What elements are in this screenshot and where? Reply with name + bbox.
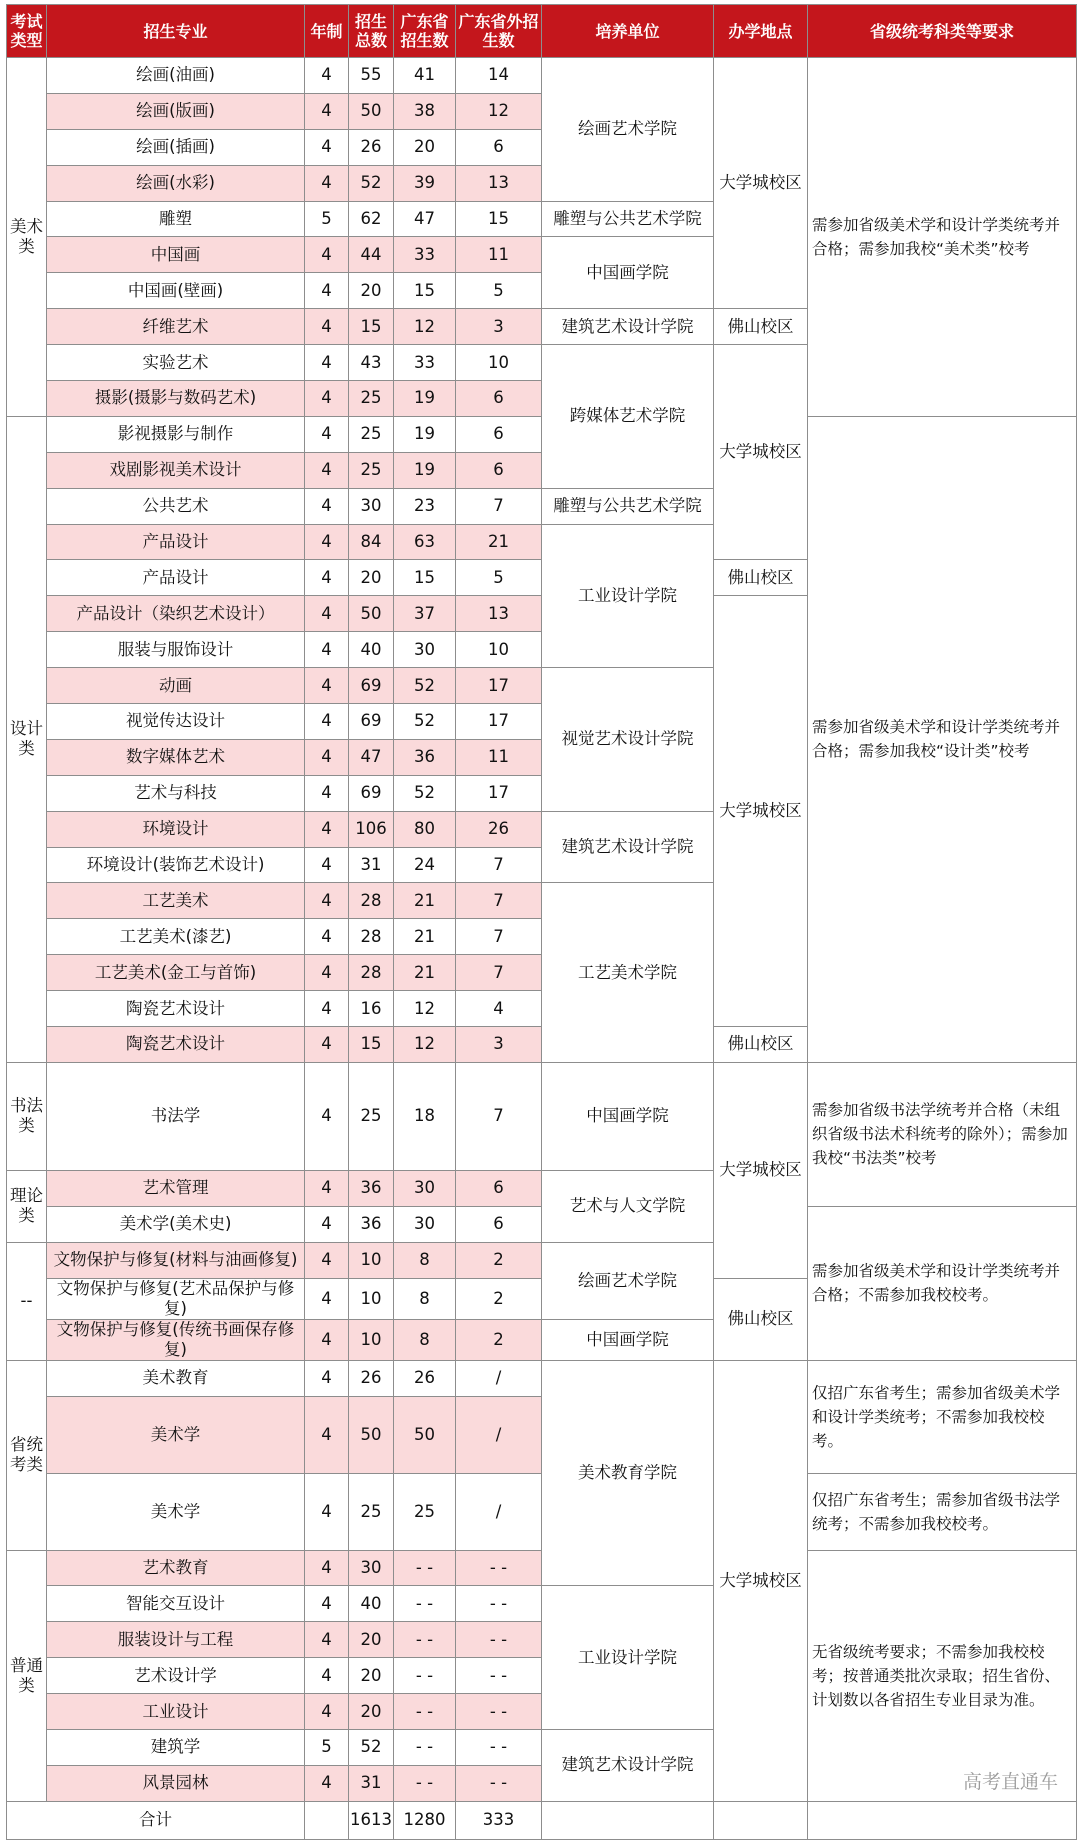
outside-count-cell: 11	[456, 739, 542, 775]
total-count-cell: 106	[349, 811, 394, 847]
major-cell: 中国画	[47, 237, 305, 273]
years-cell: 4	[305, 955, 349, 991]
header-cell: 广东省外招生数	[456, 5, 542, 58]
total-unit-cell	[542, 1801, 714, 1839]
outside-count-cell: 13	[456, 596, 542, 632]
category-cell: 理论类	[7, 1170, 47, 1242]
location-cell: 佛山校区	[714, 1027, 808, 1063]
guangdong-count-cell: 52	[394, 668, 456, 704]
guangdong-count-cell: - -	[394, 1550, 456, 1586]
guangdong-count-cell: 41	[394, 58, 456, 94]
major-cell: 产品设计（染织艺术设计）	[47, 596, 305, 632]
years-cell: 4	[305, 1550, 349, 1586]
years-cell: 4	[305, 416, 349, 452]
total-count-cell: 25	[349, 381, 394, 417]
guangdong-count-cell: 30	[394, 1170, 456, 1206]
training-unit-cell: 美术教育学院	[542, 1360, 714, 1586]
total-outside-cell: 333	[456, 1801, 542, 1839]
guangdong-count-cell: 25	[394, 1473, 456, 1550]
major-cell: 中国画(壁画)	[47, 273, 305, 309]
years-cell: 4	[305, 811, 349, 847]
years-cell: 5	[305, 201, 349, 237]
total-count-cell: 40	[349, 632, 394, 668]
years-cell: 4	[305, 596, 349, 632]
outside-count-cell: 3	[456, 309, 542, 345]
guangdong-count-cell: 30	[394, 632, 456, 668]
total-count-cell: 50	[349, 1396, 394, 1473]
outside-count-cell: - -	[456, 1694, 542, 1730]
enrollment-table	[6, 4, 1077, 1840]
outside-count-cell: 26	[456, 811, 542, 847]
guangdong-count-cell: 19	[394, 452, 456, 488]
major-cell: 艺术教育	[47, 1550, 305, 1586]
outside-count-cell: 7	[456, 919, 542, 955]
guangdong-count-cell: - -	[394, 1694, 456, 1730]
outside-count-cell: 17	[456, 668, 542, 704]
major-cell: 文物保护与修复(艺术品保护与修复)	[47, 1278, 305, 1319]
training-unit-cell: 视觉艺术设计学院	[542, 668, 714, 812]
total-count-cell: 31	[349, 1765, 394, 1801]
outside-count-cell: 12	[456, 93, 542, 129]
guangdong-count-cell: - -	[394, 1658, 456, 1694]
total-count-cell: 52	[349, 165, 394, 201]
requirement-cell: 仅招广东省考生；需参加省级书法学统考；不需参加我校校考。	[808, 1473, 1077, 1550]
outside-count-cell: 2	[456, 1278, 542, 1319]
major-cell: 陶瓷艺术设计	[47, 991, 305, 1027]
total-count-cell: 26	[349, 1360, 394, 1396]
header-cell: 办学地点	[714, 5, 808, 58]
outside-count-cell: 7	[456, 955, 542, 991]
years-cell: 4	[305, 1062, 349, 1170]
guangdong-count-cell: 21	[394, 955, 456, 991]
training-unit-cell: 雕塑与公共艺术学院	[542, 488, 714, 524]
guangdong-count-cell: 8	[394, 1278, 456, 1319]
outside-count-cell: - -	[456, 1550, 542, 1586]
guangdong-count-cell: 50	[394, 1396, 456, 1473]
training-unit-cell: 工业设计学院	[542, 524, 714, 668]
years-cell: 4	[305, 345, 349, 381]
major-cell: 动画	[47, 668, 305, 704]
guangdong-count-cell: 47	[394, 201, 456, 237]
years-cell: 4	[305, 1206, 349, 1242]
major-cell: 文物保护与修复(传统书画保存修复)	[47, 1319, 305, 1360]
guangdong-count-cell: 12	[394, 1027, 456, 1063]
major-cell: 视觉传达设计	[47, 704, 305, 740]
guangdong-count-cell: 36	[394, 739, 456, 775]
major-cell: 艺术管理	[47, 1170, 305, 1206]
location-cell: 大学城校区	[714, 58, 808, 309]
location-cell: 大学城校区	[714, 1062, 808, 1278]
total-label: 合计	[7, 1801, 305, 1839]
watermark: 高考直通车	[962, 1771, 1058, 1793]
training-unit-cell: 中国画学院	[542, 1062, 714, 1170]
years-cell: 4	[305, 1694, 349, 1730]
total-count-cell: 52	[349, 1729, 394, 1765]
total-count-cell: 26	[349, 129, 394, 165]
location-cell: 大学城校区	[714, 345, 808, 560]
guangdong-count-cell: 19	[394, 416, 456, 452]
years-cell: 4	[305, 1765, 349, 1801]
outside-count-cell: 6	[456, 381, 542, 417]
total-count-cell: 20	[349, 273, 394, 309]
years-cell: 5	[305, 1729, 349, 1765]
category-cell: 普通类	[7, 1550, 47, 1801]
guangdong-count-cell: 63	[394, 524, 456, 560]
requirement-cell: 需参加省级美术学和设计学类统考并合格；不需参加我校校考。	[808, 1206, 1077, 1360]
outside-count-cell: - -	[456, 1765, 542, 1801]
outside-count-cell: /	[456, 1473, 542, 1550]
outside-count-cell: 5	[456, 560, 542, 596]
guangdong-count-cell: 33	[394, 237, 456, 273]
total-count-cell: 28	[349, 919, 394, 955]
major-cell: 产品设计	[47, 560, 305, 596]
category-cell: 美术类	[7, 58, 47, 417]
years-cell: 4	[305, 1319, 349, 1360]
guangdong-count-cell: 8	[394, 1319, 456, 1360]
total-guangdong-cell: 1280	[394, 1801, 456, 1839]
outside-count-cell: 17	[456, 775, 542, 811]
guangdong-count-cell: - -	[394, 1622, 456, 1658]
total-count-cell: 25	[349, 1473, 394, 1550]
years-cell: 4	[305, 1278, 349, 1319]
training-unit-cell: 艺术与人文学院	[542, 1170, 714, 1242]
total-count-cell: 30	[349, 1550, 394, 1586]
training-unit-cell: 中国画学院	[542, 1319, 714, 1360]
major-cell: 陶瓷艺术设计	[47, 1027, 305, 1063]
requirement-cell: 需参加省级美术学和设计学类统考并合格；需参加我校“设计类”校考	[808, 416, 1077, 1062]
major-cell: 绘画(版画)	[47, 93, 305, 129]
major-cell: 摄影(摄影与数码艺术)	[47, 381, 305, 417]
guangdong-count-cell: - -	[394, 1586, 456, 1622]
major-cell: 美术学	[47, 1396, 305, 1473]
total-sum-cell: 1613	[349, 1801, 394, 1839]
guangdong-count-cell: 80	[394, 811, 456, 847]
location-cell: 佛山校区	[714, 560, 808, 596]
table-row	[7, 1062, 1077, 1170]
location-cell: 佛山校区	[714, 309, 808, 345]
major-cell: 文物保护与修复(材料与油画修复)	[47, 1242, 305, 1278]
total-count-cell: 31	[349, 847, 394, 883]
major-cell: 数字媒体艺术	[47, 739, 305, 775]
years-cell: 4	[305, 739, 349, 775]
years-cell: 4	[305, 632, 349, 668]
guangdong-count-cell: 26	[394, 1360, 456, 1396]
total-location-cell	[714, 1801, 808, 1839]
header-cell: 广东省招生数	[394, 5, 456, 58]
guangdong-count-cell: 15	[394, 273, 456, 309]
total-count-cell: 16	[349, 991, 394, 1027]
guangdong-count-cell: 24	[394, 847, 456, 883]
requirement-cell: 需参加省级美术学和设计学类统考并合格；需参加我校“美术类”校考	[808, 58, 1077, 417]
outside-count-cell: 13	[456, 165, 542, 201]
years-cell: 4	[305, 93, 349, 129]
outside-count-cell: 7	[456, 883, 542, 919]
major-cell: 风景园林	[47, 1765, 305, 1801]
outside-count-cell: 6	[456, 129, 542, 165]
major-cell: 工艺美术(漆艺)	[47, 919, 305, 955]
major-cell: 书法学	[47, 1062, 305, 1170]
total-count-cell: 28	[349, 955, 394, 991]
outside-count-cell: 17	[456, 704, 542, 740]
header-cell: 招生总数	[349, 5, 394, 58]
years-cell: 4	[305, 309, 349, 345]
category-cell: 省统考类	[7, 1360, 47, 1550]
header-row	[7, 5, 1077, 58]
major-cell: 服装与服饰设计	[47, 632, 305, 668]
years-cell: 4	[305, 1360, 349, 1396]
major-cell: 服装设计与工程	[47, 1622, 305, 1658]
years-cell: 4	[305, 524, 349, 560]
guangdong-count-cell: 23	[394, 488, 456, 524]
years-cell: 4	[305, 1170, 349, 1206]
major-cell: 雕塑	[47, 201, 305, 237]
years-cell: 4	[305, 1586, 349, 1622]
years-cell: 4	[305, 381, 349, 417]
category-cell: 书法类	[7, 1062, 47, 1170]
major-cell: 实验艺术	[47, 345, 305, 381]
outside-count-cell: /	[456, 1396, 542, 1473]
outside-count-cell: - -	[456, 1729, 542, 1765]
header-cell: 省级统考科类等要求	[808, 5, 1077, 58]
total-count-cell: 69	[349, 775, 394, 811]
location-cell: 大学城校区	[714, 1360, 808, 1801]
total-count-cell: 20	[349, 1694, 394, 1730]
guangdong-count-cell: 21	[394, 883, 456, 919]
header-cell: 招生专业	[47, 5, 305, 58]
years-cell: 4	[305, 1658, 349, 1694]
major-cell: 美术学	[47, 1473, 305, 1550]
outside-count-cell: 3	[456, 1027, 542, 1063]
total-count-cell: 25	[349, 416, 394, 452]
outside-count-cell: - -	[456, 1658, 542, 1694]
training-unit-cell: 雕塑与公共艺术学院	[542, 201, 714, 237]
outside-count-cell: 7	[456, 488, 542, 524]
training-unit-cell: 建筑艺术设计学院	[542, 811, 714, 883]
training-unit-cell: 建筑艺术设计学院	[542, 309, 714, 345]
major-cell: 建筑学	[47, 1729, 305, 1765]
major-cell: 纤维艺术	[47, 309, 305, 345]
header-cell: 培养单位	[542, 5, 714, 58]
major-cell: 工艺美术(金工与首饰)	[47, 955, 305, 991]
guangdong-count-cell: 8	[394, 1242, 456, 1278]
total-count-cell: 10	[349, 1278, 394, 1319]
total-count-cell: 25	[349, 1062, 394, 1170]
training-unit-cell: 绘画艺术学院	[542, 1242, 714, 1319]
total-count-cell: 20	[349, 560, 394, 596]
guangdong-count-cell: 20	[394, 129, 456, 165]
training-unit-cell: 建筑艺术设计学院	[542, 1729, 714, 1801]
years-cell: 4	[305, 237, 349, 273]
guangdong-count-cell: - -	[394, 1729, 456, 1765]
major-cell: 环境设计	[47, 811, 305, 847]
outside-count-cell: 7	[456, 1062, 542, 1170]
major-cell: 艺术与科技	[47, 775, 305, 811]
requirement-cell: 无省级统考要求；不需参加我校校考；按普通类批次录取；招生省份、计划数以各省招生专业目录为准。	[808, 1550, 1077, 1801]
major-cell: 绘画(水彩)	[47, 165, 305, 201]
major-cell: 绘画(油画)	[47, 58, 305, 94]
training-unit-cell: 工艺美术学院	[542, 883, 714, 1062]
total-count-cell: 20	[349, 1658, 394, 1694]
total-requirement-cell	[808, 1801, 1077, 1839]
guangdong-count-cell: 19	[394, 381, 456, 417]
guangdong-count-cell: - -	[394, 1765, 456, 1801]
outside-count-cell: - -	[456, 1586, 542, 1622]
location-cell: 佛山校区	[714, 1278, 808, 1360]
total-count-cell: 10	[349, 1242, 394, 1278]
years-cell: 4	[305, 775, 349, 811]
years-cell: 4	[305, 129, 349, 165]
years-cell: 4	[305, 991, 349, 1027]
years-cell: 4	[305, 1473, 349, 1550]
major-cell: 美术学(美术史)	[47, 1206, 305, 1242]
major-cell: 美术教育	[47, 1360, 305, 1396]
outside-count-cell: 7	[456, 847, 542, 883]
outside-count-cell: 10	[456, 345, 542, 381]
years-cell: 4	[305, 452, 349, 488]
total-count-cell: 40	[349, 1586, 394, 1622]
guangdong-count-cell: 37	[394, 596, 456, 632]
category-cell: --	[7, 1242, 47, 1360]
outside-count-cell: 6	[456, 1170, 542, 1206]
total-count-cell: 25	[349, 452, 394, 488]
header-cell: 年制	[305, 5, 349, 58]
years-cell: 4	[305, 165, 349, 201]
total-count-cell: 30	[349, 488, 394, 524]
table-row	[7, 58, 1077, 94]
total-count-cell: 44	[349, 237, 394, 273]
total-count-cell: 84	[349, 524, 394, 560]
years-cell: 4	[305, 58, 349, 94]
guangdong-count-cell: 39	[394, 165, 456, 201]
table-row	[7, 1360, 1077, 1396]
table-body	[7, 58, 1077, 1840]
training-unit-cell: 中国画学院	[542, 237, 714, 309]
outside-count-cell: 6	[456, 1206, 542, 1242]
major-cell: 戏剧影视美术设计	[47, 452, 305, 488]
total-count-cell: 28	[349, 883, 394, 919]
total-count-cell: 36	[349, 1170, 394, 1206]
outside-count-cell: 11	[456, 237, 542, 273]
years-cell: 4	[305, 1622, 349, 1658]
outside-count-cell: 4	[456, 991, 542, 1027]
guangdong-count-cell: 30	[394, 1206, 456, 1242]
major-cell: 绘画(插画)	[47, 129, 305, 165]
training-unit-cell: 跨媒体艺术学院	[542, 345, 714, 489]
total-count-cell: 10	[349, 1319, 394, 1360]
outside-count-cell: 6	[456, 416, 542, 452]
major-cell: 产品设计	[47, 524, 305, 560]
guangdong-count-cell: 38	[394, 93, 456, 129]
major-cell: 工业设计	[47, 1694, 305, 1730]
major-cell: 影视摄影与制作	[47, 416, 305, 452]
total-count-cell: 36	[349, 1206, 394, 1242]
total-count-cell: 15	[349, 309, 394, 345]
total-count-cell: 20	[349, 1622, 394, 1658]
total-count-cell: 15	[349, 1027, 394, 1063]
outside-count-cell: 2	[456, 1319, 542, 1360]
major-cell: 环境设计(装饰艺术设计)	[47, 847, 305, 883]
total-count-cell: 69	[349, 704, 394, 740]
requirement-cell: 仅招广东省考生；需参加省级美术学和设计学类统考；不需参加我校校考。	[808, 1360, 1077, 1473]
major-cell: 艺术设计学	[47, 1658, 305, 1694]
guangdong-count-cell: 15	[394, 560, 456, 596]
years-cell: 4	[305, 847, 349, 883]
years-cell: 4	[305, 704, 349, 740]
years-cell: 4	[305, 1027, 349, 1063]
major-cell: 工艺美术	[47, 883, 305, 919]
years-cell: 4	[305, 1396, 349, 1473]
major-cell: 公共艺术	[47, 488, 305, 524]
guangdong-count-cell: 52	[394, 775, 456, 811]
total-count-cell: 69	[349, 668, 394, 704]
total-count-cell: 50	[349, 93, 394, 129]
major-cell: 智能交互设计	[47, 1586, 305, 1622]
header-cell: 考试类型	[7, 5, 47, 58]
outside-count-cell: /	[456, 1360, 542, 1396]
training-unit-cell: 绘画艺术学院	[542, 58, 714, 202]
guangdong-count-cell: 21	[394, 919, 456, 955]
total-count-cell: 62	[349, 201, 394, 237]
total-count-cell: 50	[349, 596, 394, 632]
years-cell: 4	[305, 560, 349, 596]
guangdong-count-cell: 12	[394, 309, 456, 345]
training-unit-cell: 工业设计学院	[542, 1586, 714, 1730]
outside-count-cell: 2	[456, 1242, 542, 1278]
outside-count-cell: 10	[456, 632, 542, 668]
guangdong-count-cell: 12	[394, 991, 456, 1027]
outside-count-cell: 15	[456, 201, 542, 237]
outside-count-cell: 5	[456, 273, 542, 309]
years-cell: 4	[305, 919, 349, 955]
total-years-cell	[305, 1801, 349, 1839]
total-count-cell: 47	[349, 739, 394, 775]
category-cell: 设计类	[7, 416, 47, 1062]
total-count-cell: 55	[349, 58, 394, 94]
total-count-cell: 43	[349, 345, 394, 381]
years-cell: 4	[305, 488, 349, 524]
years-cell: 4	[305, 668, 349, 704]
years-cell: 4	[305, 883, 349, 919]
total-row	[7, 1801, 1077, 1839]
guangdong-count-cell: 52	[394, 704, 456, 740]
guangdong-count-cell: 33	[394, 345, 456, 381]
guangdong-count-cell: 18	[394, 1062, 456, 1170]
years-cell: 4	[305, 273, 349, 309]
outside-count-cell: 14	[456, 58, 542, 94]
outside-count-cell: 6	[456, 452, 542, 488]
requirement-cell: 需参加省级书法学统考并合格（未组织省级书法术科统考的除外）；需参加我校“书法类”校考	[808, 1062, 1077, 1206]
location-cell: 大学城校区	[714, 596, 808, 1027]
outside-count-cell: - -	[456, 1622, 542, 1658]
years-cell: 4	[305, 1242, 349, 1278]
outside-count-cell: 21	[456, 524, 542, 560]
